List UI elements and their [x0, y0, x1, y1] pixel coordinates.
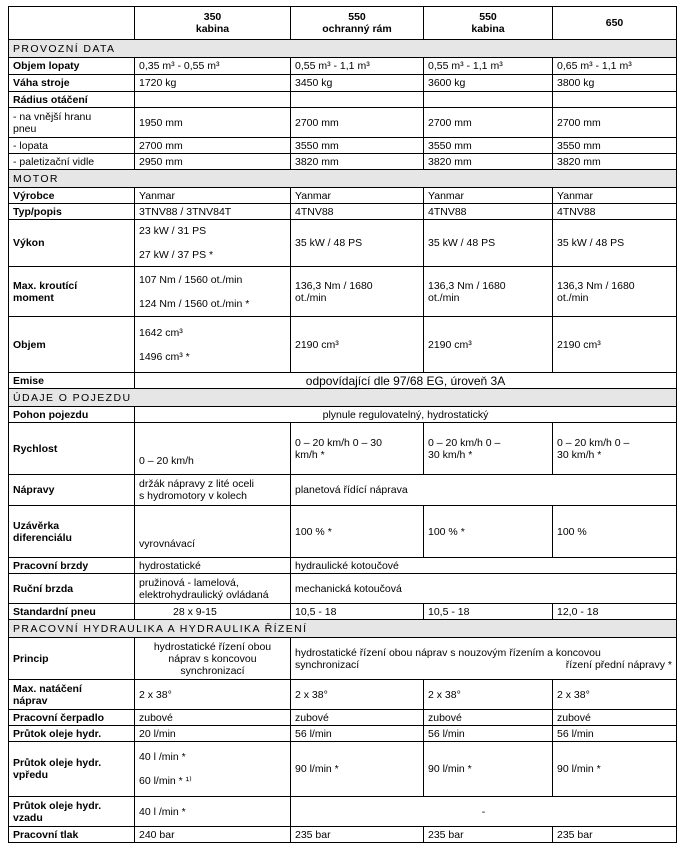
row-label: Princip — [9, 638, 135, 680]
row-label: Pracovní čerpadlo — [9, 710, 135, 726]
cell: 1720 kg — [135, 75, 291, 92]
row-label: Nápravy — [9, 475, 135, 506]
row-label: Objem lopaty — [9, 58, 135, 75]
cell: odpovídající dle 97/68 EG, úroveň 3A — [135, 373, 677, 389]
cell: držák nápravy z lité oceli s hydromotory v kolech — [135, 475, 291, 506]
cell — [553, 92, 677, 108]
cell: 56 l/min — [291, 726, 424, 742]
cell: plynule regulovatelný, hydrostatický — [135, 407, 677, 423]
cell: 235 bar — [291, 827, 424, 843]
row-emise — [9, 373, 677, 389]
row-label: Standardní pneu — [9, 604, 135, 620]
row-label: Pracovní tlak — [9, 827, 135, 843]
row-vaha-stroje — [9, 75, 677, 92]
row-label: Rychlost — [9, 423, 135, 475]
princip-line-1: hydrostatické řízení obou náprav s nouzovým řízením a koncovou — [295, 646, 601, 659]
row-princip — [9, 638, 677, 680]
cell: 3550 mm — [291, 138, 424, 154]
row-objem — [9, 317, 677, 373]
cell: hydrostatické — [135, 558, 291, 574]
cell: Yanmar — [135, 188, 291, 204]
row-label: Průtok oleje hydr. vzadu — [9, 797, 135, 827]
row-uzaverka — [9, 506, 677, 558]
cell: 23 kW / 31 PS 27 kW / 37 PS * — [135, 220, 291, 267]
princip-predni-naprava: řízení přední nápravy * — [565, 658, 672, 671]
cell: 12,0 - 18 — [553, 604, 677, 620]
cell: 0 – 20 km/h 0 – 30 km/h * — [553, 423, 677, 475]
cell: 2700 mm — [291, 108, 424, 138]
row-label: Max. kroutící moment — [9, 267, 135, 317]
row-label: - paletizační vidle — [9, 154, 135, 170]
cell: 136,3 Nm / 1680 ot./min — [553, 267, 677, 317]
cell: 136,3 Nm / 1680 ot./min — [291, 267, 424, 317]
cell: hydraulické kotoučové — [291, 558, 677, 574]
cell: 2 x 38° — [135, 680, 291, 710]
cell: 40 l /min * — [135, 797, 291, 827]
row-label: Výkon — [9, 220, 135, 267]
princip-synchronizace: synchronizací — [295, 658, 360, 671]
section-title: MOTOR — [9, 170, 677, 188]
cell: 20 l/min — [135, 726, 291, 742]
row-vyrobce — [9, 188, 677, 204]
cell: Yanmar — [553, 188, 677, 204]
cell: 2190 cm³ — [553, 317, 677, 373]
cell: 56 l/min — [553, 726, 677, 742]
row-vykon — [9, 220, 677, 267]
row-label: Max. natáčení náprav — [9, 680, 135, 710]
cell: 3820 mm — [553, 154, 677, 170]
section-title: PROVOZNÍ DATA — [9, 40, 677, 58]
row-radius-vidle — [9, 154, 677, 170]
header-empty-cell — [9, 7, 135, 40]
row-natoceni — [9, 680, 677, 710]
cell: 136,3 Nm / 1680 ot./min — [424, 267, 553, 317]
row-brzdy — [9, 558, 677, 574]
cell: 28 x 9-15 — [135, 604, 291, 620]
cell: 2 x 38° — [424, 680, 553, 710]
cell: 0,55 m³ - 1,1 m³ — [424, 58, 553, 75]
cell: 35 kW / 48 PS — [291, 220, 424, 267]
cell: 100 % * — [424, 506, 553, 558]
cell: zubové — [553, 710, 677, 726]
cell: 0,35 m³ - 0,55 m³ — [135, 58, 291, 75]
row-tlak — [9, 827, 677, 843]
cell: 235 bar — [553, 827, 677, 843]
cell: 4TNV88 — [291, 204, 424, 220]
cell: 0,55 m³ - 1,1 m³ — [291, 58, 424, 75]
row-moment — [9, 267, 677, 317]
cell-merged — [291, 638, 677, 680]
cell: 100 % * — [291, 506, 424, 558]
cell: 90 l/min * — [291, 742, 424, 797]
cell: 4TNV88 — [424, 204, 553, 220]
princip-line-2 — [295, 659, 672, 671]
cell: 1950 mm — [135, 108, 291, 138]
cell: 1642 cm³ 1496 cm³ * — [135, 317, 291, 373]
cell: 10,5 - 18 — [291, 604, 424, 620]
row-label: Průtok oleje hydr. — [9, 726, 135, 742]
cell: 3800 kg — [553, 75, 677, 92]
row-label: - na vnější hranu pneu — [9, 108, 135, 138]
cell: 0 – 20 km/h 0 – 30 km/h * — [424, 423, 553, 475]
cell: 107 Nm / 1560 ot./min 124 Nm / 1560 ot./min * — [135, 267, 291, 317]
row-rucni-brzda — [9, 574, 677, 604]
cell — [424, 92, 553, 108]
row-cerpadlo — [9, 710, 677, 726]
cell: 0 – 20 km/h 0 – 30 km/h * — [291, 423, 424, 475]
cell: zubové — [135, 710, 291, 726]
row-objem-lopaty — [9, 58, 677, 75]
cell: 2190 cm³ — [291, 317, 424, 373]
section-motor — [9, 170, 677, 188]
cell: 3TNV88 / 3TNV84T — [135, 204, 291, 220]
cell: 2190 cm³ — [424, 317, 553, 373]
section-title: ÚDAJE O POJEZDU — [9, 389, 677, 407]
row-label: Objem — [9, 317, 135, 373]
cell: 3550 mm — [553, 138, 677, 154]
cell: 2 x 38° — [291, 680, 424, 710]
cell: - — [291, 797, 677, 827]
row-prutok-vzadu — [9, 797, 677, 827]
header-col-550-kabina: 550 kabina — [424, 7, 553, 40]
header-col-650: 650 — [553, 7, 677, 40]
row-radius-pneu — [9, 108, 677, 138]
cell: 100 % — [553, 506, 677, 558]
header-col-550-ram: 550 ochranný rám — [291, 7, 424, 40]
cell: 2700 mm — [553, 108, 677, 138]
cell — [135, 92, 291, 108]
cell: 3550 mm — [424, 138, 553, 154]
row-prutok-vpredu — [9, 742, 677, 797]
cell: vyrovnávací — [135, 506, 291, 558]
cell: 3450 kg — [291, 75, 424, 92]
cell: 10,5 - 18 — [424, 604, 553, 620]
cell: 90 l/min * — [553, 742, 677, 797]
cell: 3820 mm — [291, 154, 424, 170]
section-hydraulika — [9, 620, 677, 638]
row-typ — [9, 204, 677, 220]
row-rychlost — [9, 423, 677, 475]
cell: 0,65 m³ - 1,1 m³ — [553, 58, 677, 75]
cell: hydrostatické řízení obou náprav s koncovou synchronizací — [135, 638, 291, 680]
row-radius — [9, 92, 677, 108]
row-label: Rádius otáčení — [9, 92, 135, 108]
row-pohon — [9, 407, 677, 423]
cell: 240 bar — [135, 827, 291, 843]
cell — [291, 92, 424, 108]
cell: Yanmar — [424, 188, 553, 204]
cell: zubové — [291, 710, 424, 726]
row-label: Typ/popis — [9, 204, 135, 220]
cell: pružinová - lamelová, elektrohydraulický ovládaná — [135, 574, 291, 604]
spec-table — [8, 6, 677, 843]
row-label: Pohon pojezdu — [9, 407, 135, 423]
row-napravy — [9, 475, 677, 506]
cell: 3820 mm — [424, 154, 553, 170]
cell: 235 bar — [424, 827, 553, 843]
row-label: Průtok oleje hydr. vpředu — [9, 742, 135, 797]
cell: 2 x 38° — [553, 680, 677, 710]
cell: 90 l/min * — [424, 742, 553, 797]
row-label: Pracovní brzdy — [9, 558, 135, 574]
cell: 0 – 20 km/h — [135, 423, 291, 475]
row-label: Váha stroje — [9, 75, 135, 92]
row-label: Uzávěrka diferenciálu — [9, 506, 135, 558]
cell: 2700 mm — [135, 138, 291, 154]
row-label: Emise — [9, 373, 135, 389]
cell: 4TNV88 — [553, 204, 677, 220]
row-label: Ruční brzda — [9, 574, 135, 604]
row-prutok — [9, 726, 677, 742]
header-row — [9, 7, 677, 40]
cell: planetová řídící náprava — [291, 475, 677, 506]
cell: 56 l/min — [424, 726, 553, 742]
section-provozni-data — [9, 40, 677, 58]
cell: mechanická kotoučová — [291, 574, 677, 604]
header-col-350-kabina: 350 kabina — [135, 7, 291, 40]
cell: 35 kW / 48 PS — [424, 220, 553, 267]
cell: Yanmar — [291, 188, 424, 204]
row-radius-lopata — [9, 138, 677, 154]
section-pojezd — [9, 389, 677, 407]
cell: 35 kW / 48 PS — [553, 220, 677, 267]
row-label: Výrobce — [9, 188, 135, 204]
cell: 2950 mm — [135, 154, 291, 170]
cell: 3600 kg — [424, 75, 553, 92]
row-pneu — [9, 604, 677, 620]
section-title: PRACOVNÍ HYDRAULIKA A HYDRAULIKA ŘÍZENÍ — [9, 620, 677, 638]
cell: 40 l /min * 60 l/min * ¹⁾ — [135, 742, 291, 797]
cell: zubové — [424, 710, 553, 726]
row-label: - lopata — [9, 138, 135, 154]
cell: 2700 mm — [424, 108, 553, 138]
